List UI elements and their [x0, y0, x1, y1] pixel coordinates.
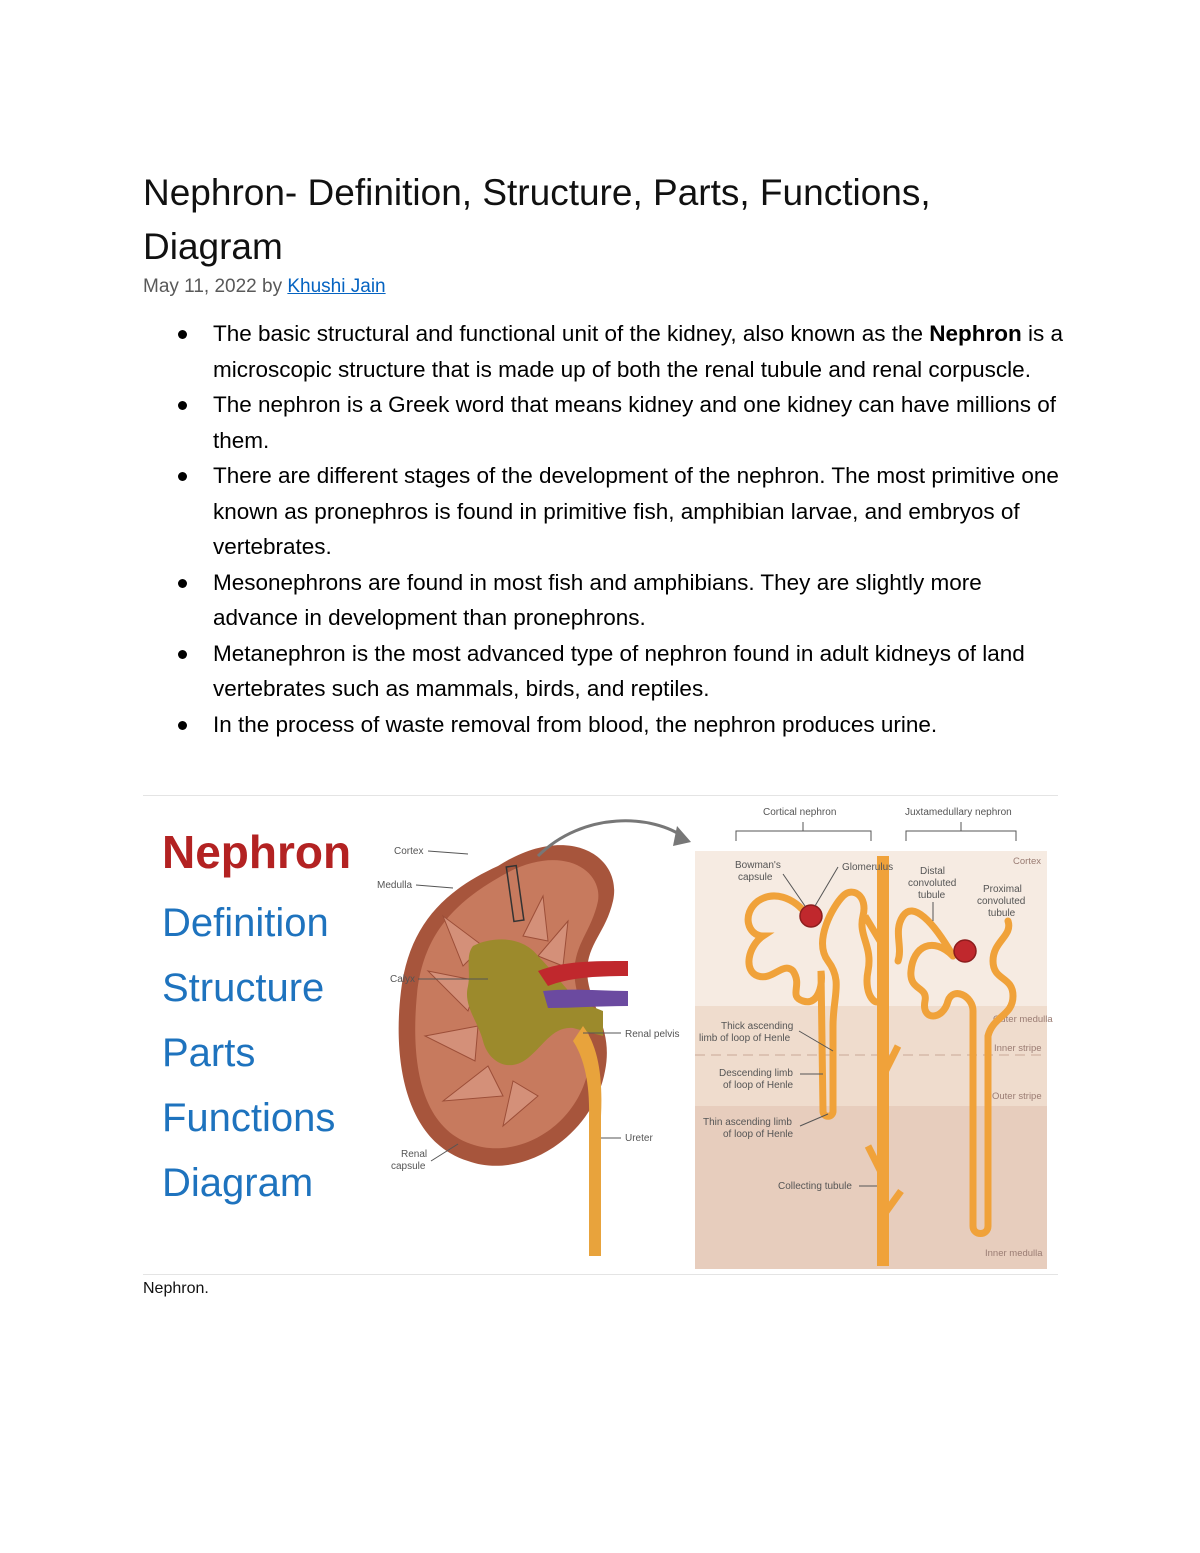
list-item: The nephron is a Greek word that means kidney and one kidney can have millions of them.	[143, 387, 1063, 458]
nephron-figure	[143, 795, 1058, 1275]
zone-outer-medulla: Outer medulla	[993, 1014, 1053, 1025]
bullet-list	[143, 316, 1063, 742]
list-item: The basic structural and functional unit of the kidney, also known as the Nephron is a microscopic structure that is made up of both the renal tubule and renal corpuscle.	[143, 316, 1063, 387]
nephron-detail-panel	[695, 807, 1053, 1269]
label-cortex: Cortex	[394, 846, 424, 857]
label-proximal-1: Proximal	[983, 884, 1022, 895]
bullet-icon	[178, 579, 187, 588]
label-glomerulus: Glomerulus	[842, 862, 894, 873]
label-distal-2: convoluted	[908, 878, 957, 889]
glomerulus-juxtamedullary	[954, 940, 976, 962]
bullet-icon	[178, 650, 187, 659]
article-date: May 11, 2022	[143, 276, 257, 297]
label-distal-1: Distal	[920, 866, 946, 877]
label-thick-asc-2: limb of loop of Henle	[699, 1033, 791, 1044]
label-thick-asc-1: Thick ascending	[721, 1021, 794, 1032]
label-collecting-tubule: Collecting tubule	[778, 1181, 852, 1192]
list-item: Mesonephrons are found in most fish and amphibians. They are slightly more advance in development than pronephrons.	[143, 565, 1063, 636]
bullet-icon	[178, 401, 187, 410]
topic-functions: Functions	[162, 1096, 336, 1140]
topic-parts: Parts	[162, 1031, 256, 1075]
glomerulus-cortical	[800, 905, 822, 927]
label-desc-1: Descending limb	[719, 1068, 793, 1079]
article-byline	[143, 276, 386, 298]
zone-cortex: Cortex	[1013, 856, 1041, 867]
author-link[interactable]: Khushi Jain	[287, 276, 386, 297]
zone-inner-medulla: Inner medulla	[985, 1248, 1043, 1259]
topic-structure: Structure	[162, 966, 325, 1010]
list-item: In the process of waste removal from blood, the nephron produces urine.	[143, 707, 1063, 743]
label-ureter: Ureter	[625, 1133, 653, 1144]
bullet-icon	[178, 721, 187, 730]
label-calyx: Calyx	[390, 974, 416, 985]
label-thin-asc-2: of loop of Henle	[723, 1129, 794, 1140]
label-renal-capsule-2: capsule	[391, 1161, 426, 1172]
label-desc-2: of loop of Henle	[723, 1080, 794, 1091]
bullet-icon	[178, 330, 187, 339]
label-juxtamedullary-nephron: Juxtamedullary nephron	[905, 807, 1012, 818]
label-renal-capsule-1: Renal	[401, 1149, 428, 1160]
list-item: There are different stages of the development of the nephron. The most primitive one known as pronephros is found in primitive fish, amphibian larvae, and embryos of vertebrates.	[143, 458, 1063, 565]
list-item: Metanephron is the most advanced type of nephron found in adult kidneys of land vertebrates such as mammals, birds, and reptiles.	[143, 636, 1063, 707]
zone-inner-stripe: Inner stripe	[994, 1043, 1042, 1054]
label-proximal-2: convoluted	[977, 896, 1026, 907]
topic-diagram: Diagram	[162, 1161, 314, 1205]
figure-heading: Nephron	[162, 826, 352, 878]
label-cortical-nephron: Cortical nephron	[763, 807, 837, 818]
label-proximal-3: tubule	[988, 908, 1016, 919]
label-medulla: Medulla	[377, 880, 413, 891]
label-renal-pelvis: Renal pelvis	[625, 1029, 680, 1040]
label-distal-3: tubule	[918, 890, 946, 901]
article-title: Nephron- Definition, Structure, Parts, Functions, Diagram	[143, 172, 931, 267]
label-bowmans-1: Bowman's	[735, 860, 781, 871]
byline-by: by	[262, 276, 283, 297]
nephron-diagram	[143, 796, 1058, 1274]
topic-definition: Definition	[162, 901, 329, 945]
zone-outer-stripe: Outer stripe	[992, 1091, 1042, 1102]
label-bowmans-2: capsule	[738, 872, 773, 883]
figure-caption: Nephron.	[143, 1280, 209, 1297]
label-thin-asc-1: Thin ascending limb	[703, 1117, 792, 1128]
bullet-icon	[178, 472, 187, 481]
